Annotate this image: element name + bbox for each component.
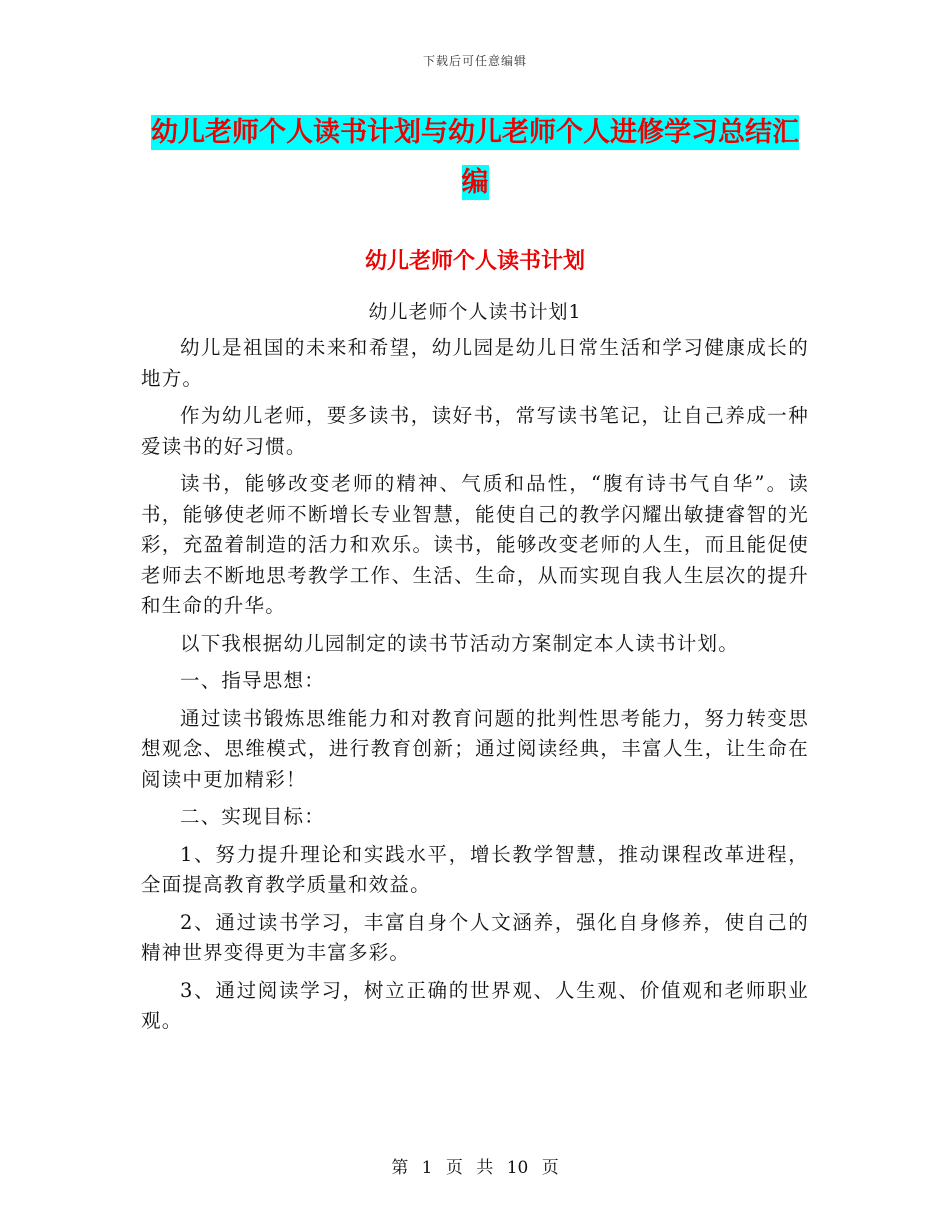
page-label: 第	[391, 1158, 409, 1178]
paragraph-heading: 一、指导思想：	[180, 669, 325, 692]
document-title	[140, 108, 810, 208]
paragraph: 以下我根据幼儿园制定的读书节活动方案制定本人读书计划。	[180, 631, 739, 655]
current-page-number: 1	[421, 1158, 433, 1178]
paragraph: 作为幼儿老师，要多读书，读好书，常写读书笔记，让自己养成一种爱读书的好习惯。	[141, 404, 809, 458]
page-unit: 页	[445, 1158, 463, 1178]
document-body	[141, 333, 809, 1044]
paragraph: 2、通过读书学习，丰富自身个人文涵养，强化自身修养，使自己的精神世界变得更为丰富多彩。	[141, 910, 809, 964]
total-label: 共	[476, 1158, 494, 1178]
section-title: 幼儿老师个人读书计划	[364, 249, 585, 274]
sub-title: 幼儿老师个人读书计划1	[368, 301, 582, 323]
total-page-count: 10	[506, 1158, 529, 1178]
paragraph: 幼儿是祖国的未来和希望，幼儿园是幼儿日常生活和学习健康成长的地方。	[141, 336, 809, 390]
paragraph: 读书，能够改变老师的精神、气质和品性，“腹有诗书气自华”。读书，能够使老师不断增长专业智慧，能使自己的教学闪耀出敏捷睿智的光彩，充盈着制造的活力和欢乐。读书，能够改变老师的人生，而且能促使老师去不断地思考教学工作、生活、生命，从而实现自我人生层次的提升和生命的升华。	[141, 472, 809, 617]
total-unit: 页	[541, 1158, 559, 1178]
paragraph-heading: 二、实现目标：	[180, 805, 325, 828]
paragraph: 3、通过阅读学习，树立正确的世界观、人生观、价值观和老师职业观。	[141, 978, 809, 1032]
paragraph: 通过读书锻炼思维能力和对教育问题的批判性思考能力，努力转变思想观念、思维模式，进行教育创新；通过阅读经典，丰富人生，让生命在阅读中更加精彩！	[141, 706, 809, 791]
document-title-text: 幼儿老师个人读书计划与幼儿老师个人进修学习总结汇编	[151, 117, 799, 198]
paragraph: 1、努力提升理论和实践水平，增长教学智慧，推动课程改革进程，全面提高教育教学质量和效益。	[141, 842, 809, 896]
page-footer	[0, 1153, 950, 1178]
header-note: 下载后可任意编辑	[422, 54, 527, 68]
